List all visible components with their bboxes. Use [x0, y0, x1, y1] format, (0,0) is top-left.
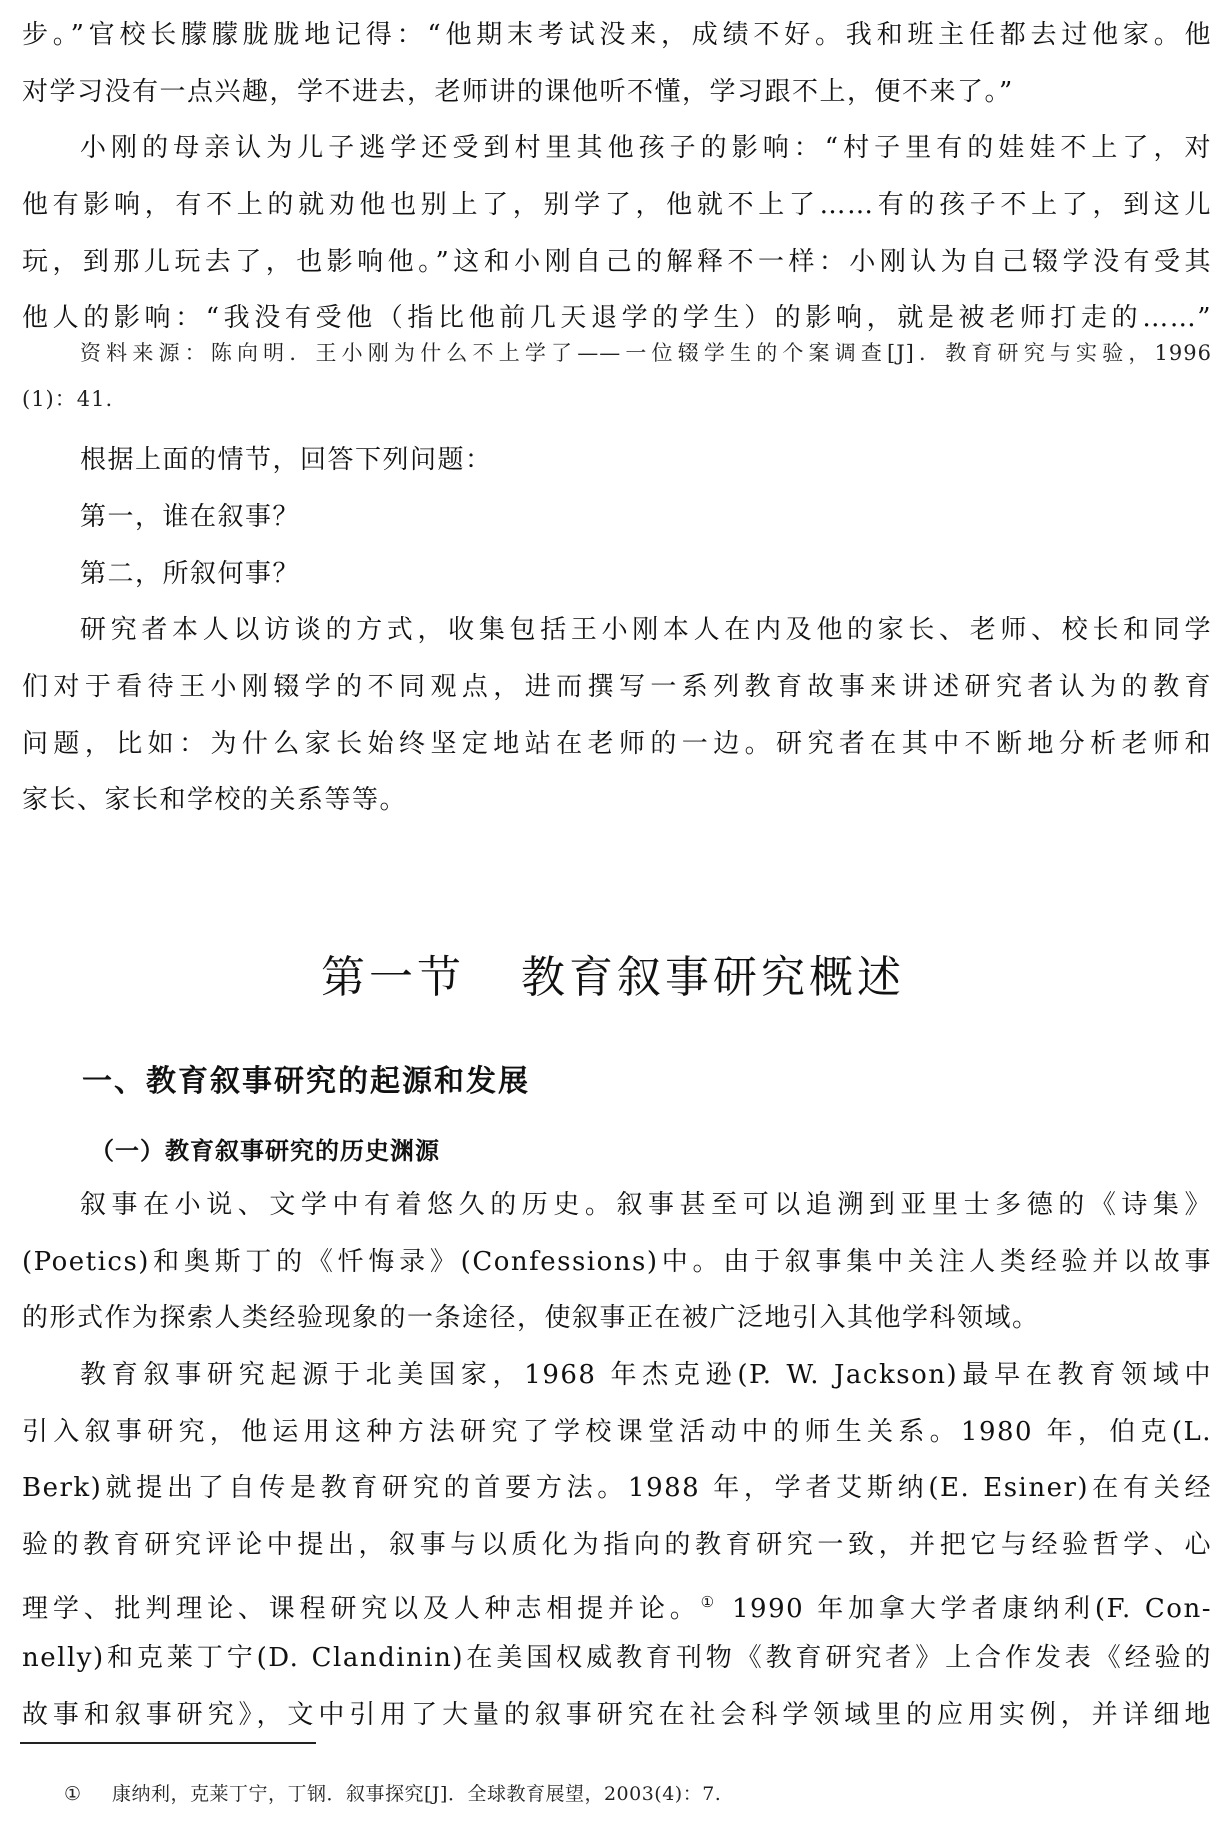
- body-line: 的形式作为探索人类经验现象的一条途径，使叙事正在被广泛地引入其他学科领域。: [22, 1303, 1040, 1333]
- source-citation-cont: (1)：41.: [22, 387, 114, 411]
- footnote-divider: [20, 1742, 316, 1744]
- footnote: [64, 1780, 721, 1808]
- section-number: 第一节: [321, 952, 465, 1003]
- quote-line: 小刚的母亲认为儿子逃学还受到村里其他孩子的影响：“村子里有的娃娃不上了，对: [80, 133, 1212, 163]
- body-line: 引入叙事研究，他运用这种方法研究了学校课堂活动中的师生关系。1980 年，伯克(L.: [22, 1417, 1212, 1447]
- answer-line: 们对于看待王小刚辍学的不同观点，进而撰写一系列教育故事来讲述研究者认为的教育: [22, 672, 1212, 702]
- answer-line: 研究者本人以访谈的方式，收集包括王小刚本人在内及他的家长、老师、校长和同学: [80, 615, 1212, 645]
- footnote-reference[interactable]: ①: [700, 1593, 719, 1611]
- body-line: (Poetics)和奥斯丁的《忏悔录》(Confessions)中。由于叙事集中关注人类经验并以故事: [22, 1247, 1212, 1277]
- body-line: Berk)就提出了自传是教育研究的首要方法。1988 年，学者艾斯纳(E. Esiner)在有关经: [22, 1473, 1212, 1503]
- source-citation: 资料来源：陈向明．王小刚为什么不上学了——一位辍学生的个案调查[J]．教育研究与实验，1996: [80, 341, 1212, 365]
- quote-line: 他人的影响：“我没有受他（指比他前几天退学的学生）的影响，就是被老师打走的……”: [22, 303, 1212, 333]
- section-title: [0, 950, 1226, 1006]
- quote-line: 玩，到那儿玩去了，也影响他。”这和小刚自己的解释不一样：小刚认为自己辍学没有受其: [22, 247, 1212, 277]
- section-name: 教育叙事研究概述: [521, 952, 905, 1003]
- body-line: nelly)和克莱丁宁(D. Clandinin)在美国权威教育刊物《教育研究者》上合作发表《经验的: [22, 1643, 1212, 1673]
- body-line: 叙事在小说、文学中有着悠久的历史。叙事甚至可以追溯到亚里士多德的《诗集》: [80, 1190, 1212, 1220]
- body-line-part: 理学、批判理论、课程研究以及人种志相提并论。: [22, 1594, 701, 1624]
- body-line: 验的教育研究评论中提出，叙事与以质化为指向的教育研究一致，并把它与经验哲学、心: [22, 1530, 1212, 1560]
- body-line-part: 1990 年加拿大学者康纳利(F. Con-: [732, 1594, 1212, 1624]
- body-line: 教育叙事研究起源于北美国家，1968 年杰克逊(P. W. Jackson)最早在教育领域中: [80, 1360, 1212, 1390]
- heading-level-2: （一）教育叙事研究的历史渊源: [90, 1137, 440, 1165]
- question-1: 第一，谁在叙事？: [80, 502, 301, 532]
- questions-prompt: 根据上面的情节，回答下列问题：: [80, 445, 493, 475]
- answer-line: 问题，比如：为什么家长始终坚定地站在老师的一边。研究者在其中不断地分析老师和: [22, 729, 1212, 759]
- question-2: 第二，所叙何事？: [80, 559, 301, 589]
- quote-line: 对学习没有一点兴趣，学不进去，老师讲的课他听不懂，学习跟不上，便不来了。”: [22, 77, 1014, 107]
- body-line: 故事和叙事研究》，文中引用了大量的叙事研究在社会科学领域里的应用实例，并详细地: [22, 1700, 1212, 1730]
- quote-line: 步。”官校长朦朦胧胧地记得：“他期末考试没来，成绩不好。我和班主任都去过他家。他: [22, 20, 1212, 50]
- footnote-mark: ①: [64, 1783, 82, 1805]
- answer-line: 家长、家长和学校的关系等等。: [22, 785, 408, 815]
- heading-level-1: 一、教育叙事研究的起源和发展: [82, 1064, 530, 1099]
- footnote-text: 康纳利，克莱丁宁，丁钢．叙事探究[J]．全球教育展望，2003(4)：7.: [112, 1783, 722, 1805]
- body-line: [22, 1585, 1212, 1626]
- quote-line: 他有影响，有不上的就劝他也别上了，别学了，他就不上了……有的孩子不上了，到这儿: [22, 190, 1212, 220]
